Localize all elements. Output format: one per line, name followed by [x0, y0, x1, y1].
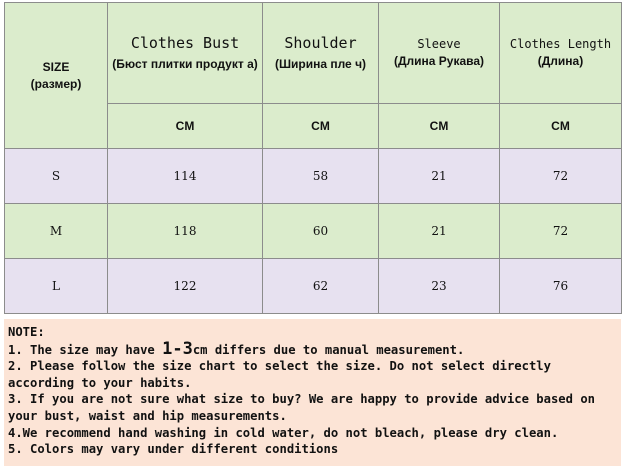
unit-cell: CM: [263, 104, 379, 149]
value-cell: 114: [108, 149, 263, 204]
table-row: [5, 204, 622, 259]
size-cell: M: [5, 204, 108, 259]
size-cell: S: [5, 149, 108, 204]
size-cell: L: [5, 259, 108, 314]
column-header-shoulder: [263, 3, 379, 104]
value-cell: 122: [108, 259, 263, 314]
unit-cell: CM: [379, 104, 500, 149]
note-line-1-post: cm differs due to manual measurement.: [192, 342, 465, 357]
column-header-length: [500, 3, 622, 104]
column-header-sleeve: [379, 3, 500, 104]
unit-cell: CM: [500, 104, 622, 149]
note-line-1: [8, 338, 621, 359]
header-row: [5, 3, 622, 104]
value-cell: 76: [500, 259, 622, 314]
note-title: NOTE:: [8, 325, 45, 339]
size-chart-table: [4, 2, 622, 314]
unit-cell: CM: [108, 104, 263, 149]
note-line-3: 3. If you are not sure what size to buy? We are happy to provide advice based on your bust, waist and hip measurements.: [8, 392, 603, 423]
note-line-1-pre: 1. The size may have: [8, 342, 163, 357]
column-subtitle: (Длина Рукава): [393, 53, 485, 68]
value-cell: 21: [379, 149, 500, 204]
value-cell: 23: [379, 259, 500, 314]
value-cell: 62: [263, 259, 379, 314]
column-subtitle: (Бюст плитки продукт а): [112, 56, 258, 71]
value-cell: 72: [500, 204, 622, 259]
note-line-1-range: 1-3: [162, 338, 193, 359]
column-subtitle: (Ширина пле ч): [274, 56, 367, 71]
column-title: Shoulder: [284, 33, 357, 52]
size-header-label: SIZE: [42, 59, 70, 74]
value-cell: 72: [500, 149, 622, 204]
table-row: [5, 149, 622, 204]
column-title: Clothes Length: [509, 36, 612, 51]
note-line-4: 4.We recommend hand washing in cold water, do not bleach, please dry clean.: [8, 425, 559, 440]
note-line-5: 5. Colors may vary under different conditions: [8, 442, 339, 457]
column-header-bust: [108, 3, 263, 104]
value-cell: 58: [263, 149, 379, 204]
size-header-cell: [5, 3, 108, 149]
value-cell: 21: [379, 204, 500, 259]
note-box: [4, 319, 621, 466]
column-subtitle: (Длина): [537, 53, 584, 68]
table-row: [5, 259, 622, 314]
value-cell: 60: [263, 204, 379, 259]
value-cell: 118: [108, 204, 263, 259]
column-title: Clothes Bust: [130, 33, 240, 52]
size-header-label-ru: (размер): [30, 76, 82, 91]
column-title: Sleeve: [417, 36, 461, 51]
note-line-2: 2. Please follow the size chart to select the size. Do not select directly according to your habits.: [8, 359, 559, 390]
